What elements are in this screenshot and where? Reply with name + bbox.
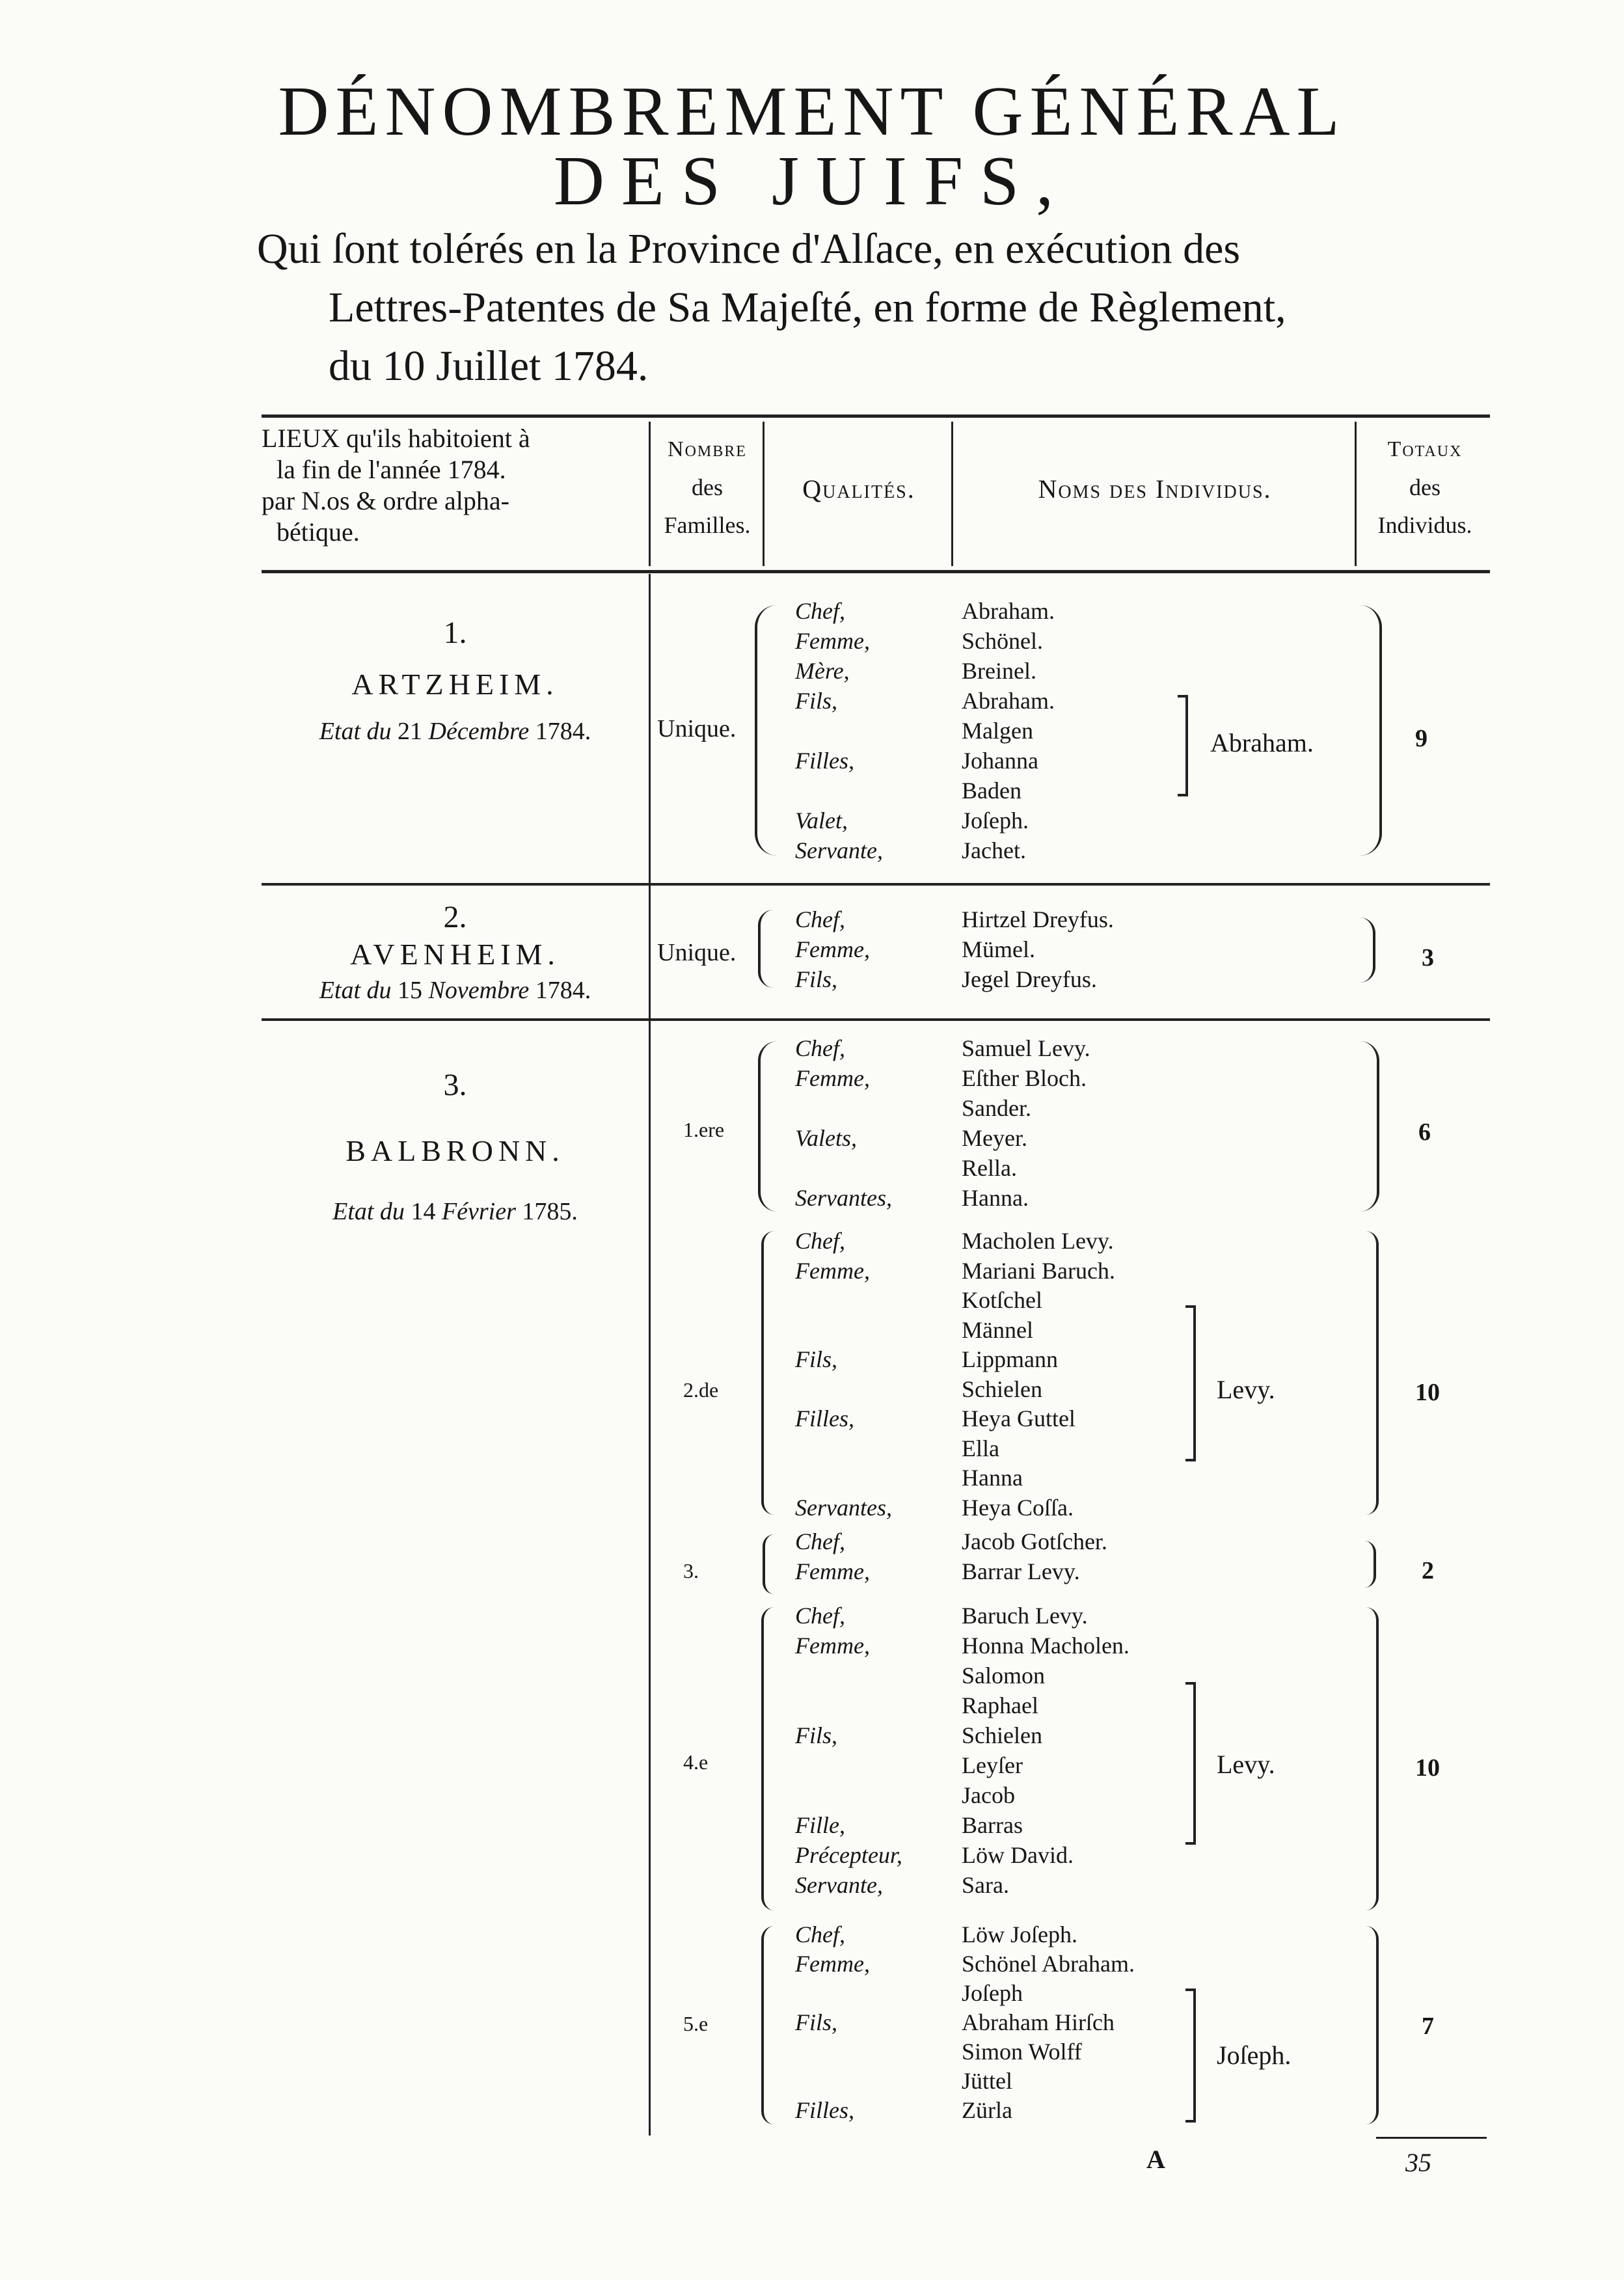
header-col-rule-1	[649, 422, 651, 566]
left-brace	[755, 605, 777, 856]
left-brace	[758, 1041, 778, 1212]
header-top-rule	[262, 414, 1490, 418]
place-number: 2.	[443, 900, 467, 934]
qualite-label: Servantes,	[795, 1185, 892, 1211]
header-col-rule-2	[763, 422, 765, 566]
individual-name: Abraham Hirſch	[962, 2009, 1115, 2035]
right-brace	[1360, 917, 1375, 983]
individual-name: Baruch Levy.	[962, 1603, 1088, 1629]
family-label: 2.de	[683, 1378, 719, 1402]
header-noms: Noms des Individus.	[1038, 474, 1272, 504]
individual-name: Jacob Gotſcher.	[962, 1528, 1107, 1554]
qualite-label: Femme,	[795, 1633, 870, 1659]
family-label: Unique.	[657, 939, 737, 966]
individual-name: Raphael	[962, 1692, 1038, 1718]
individual-name: Schönel.	[962, 628, 1043, 654]
header-qualites: Qualités.	[802, 474, 915, 504]
family-total: 3	[1422, 944, 1434, 971]
qualite-label: Valets,	[795, 1125, 857, 1151]
qualite-label: Servante,	[795, 1872, 883, 1898]
individual-name: Johanna	[962, 748, 1038, 774]
individual-name: Barras	[962, 1812, 1023, 1838]
qualite-label: Femme,	[795, 628, 870, 654]
individual-name: Sander.	[962, 1095, 1031, 1121]
individual-name: Barrar Levy.	[962, 1558, 1080, 1584]
family-label: Unique.	[657, 715, 737, 742]
family-total: 6	[1418, 1119, 1431, 1146]
individual-name: Männel	[962, 1317, 1033, 1343]
right-brace	[1363, 1231, 1379, 1515]
right-brace	[1363, 1541, 1376, 1588]
qualite-label: Fils,	[795, 2009, 838, 2035]
individual-name: Rella.	[962, 1155, 1017, 1181]
title-line-2: DES JUIFS,	[553, 142, 1071, 220]
individual-name: Honna Macholen.	[962, 1633, 1130, 1659]
individual-name: Joſeph	[962, 1980, 1023, 2006]
subtitle-line-3: du 10 Juillet 1784.	[329, 342, 649, 390]
qualite-label: Filles,	[795, 748, 854, 774]
individual-name: Macholen Levy.	[962, 1228, 1114, 1254]
qualite-label: Chef,	[795, 1035, 845, 1061]
section-rule-2	[262, 1018, 1490, 1021]
qualite-label: Chef,	[795, 1228, 845, 1254]
family-total: 10	[1415, 1379, 1440, 1406]
qualite-label: Chef,	[795, 598, 845, 624]
individual-name: Malgen	[962, 718, 1033, 744]
right-brace	[1363, 1607, 1379, 1910]
individual-name: Samuel Levy.	[962, 1035, 1090, 1061]
group-brace	[1185, 1682, 1196, 1845]
individual-name: Breinel.	[962, 658, 1036, 684]
page-number: 35	[1405, 2148, 1431, 2177]
qualite-label: Précepteur,	[795, 1842, 902, 1868]
family-group-name: Joſeph.	[1217, 2041, 1292, 2070]
qualite-label: Femme,	[795, 1065, 870, 1091]
individual-name: Mümel.	[962, 936, 1035, 962]
right-brace	[1360, 1041, 1379, 1212]
group-brace	[1185, 1305, 1196, 1461]
place-etat: Etat du 21 Décembre 1784.	[319, 718, 591, 745]
individual-name: Schönel Abraham.	[962, 1951, 1135, 1977]
place-number: 1.	[443, 616, 467, 650]
individual-name: Schielen	[962, 1722, 1042, 1748]
family-label: 4.e	[683, 1750, 709, 1774]
qualite-label: Mère,	[795, 658, 850, 684]
qualite-label: Femme,	[795, 1258, 870, 1284]
individual-name: Simon Wolff	[962, 2039, 1082, 2065]
individual-name: Kotſchel	[962, 1287, 1042, 1313]
qualite-label: Fils,	[795, 1722, 838, 1748]
family-label: 5.e	[683, 2012, 709, 2035]
qualite-label: Femme,	[795, 1558, 870, 1584]
family-group-name: Levy.	[1217, 1375, 1275, 1404]
family-total: 10	[1415, 1754, 1440, 1782]
individual-name: Schielen	[962, 1376, 1042, 1402]
right-brace	[1363, 1926, 1379, 2124]
left-brace	[763, 1534, 776, 1594]
qualite-label: Femme,	[795, 936, 870, 962]
individual-name: Zürla	[962, 2097, 1012, 2123]
qualite-label: Servantes,	[795, 1495, 892, 1521]
family-total: 2	[1422, 1557, 1434, 1584]
qualite-label: Fils,	[795, 1346, 838, 1372]
qualite-label: Chef,	[795, 1921, 845, 1948]
individual-name: Jüttel	[962, 2068, 1012, 2094]
individual-name: Jacob	[962, 1782, 1015, 1808]
left-brace	[758, 910, 774, 988]
individual-name: Lippmann	[962, 1346, 1058, 1372]
individual-name: Meyer.	[962, 1125, 1027, 1151]
group-brace	[1178, 695, 1188, 796]
place-name: AVENHEIM.	[350, 938, 560, 971]
individual-name: Heya Coſſa.	[962, 1495, 1074, 1521]
place-name: ARTZHEIM.	[351, 668, 559, 701]
header-bottom-rule	[262, 570, 1490, 573]
individual-name: Jachet.	[962, 837, 1026, 863]
individual-name: Sara.	[962, 1872, 1009, 1898]
right-brace	[1360, 605, 1382, 856]
individual-name: Löw Joſeph.	[962, 1921, 1077, 1948]
individual-name: Eſther Bloch.	[962, 1065, 1087, 1091]
place-etat: Etat du 14 Février 1785.	[332, 1198, 578, 1225]
section-rule-1	[262, 883, 1490, 886]
footer-rule	[1376, 2137, 1487, 2139]
individual-name: Baden	[962, 778, 1022, 804]
group-brace	[1185, 1988, 1196, 2123]
qualite-label: Servante,	[795, 837, 883, 863]
body-col-rule	[649, 574, 651, 2136]
left-brace	[761, 1607, 777, 1910]
qualite-label: Fils,	[795, 688, 838, 714]
individual-name: Jegel Dreyfus.	[962, 966, 1097, 992]
subtitle-line-2: Lettres-Patentes de Sa Majeſté, en forme de Règlement,	[329, 284, 1286, 331]
place-number: 3.	[443, 1068, 467, 1102]
place-etat: Etat du 15 Novembre 1784.	[319, 977, 591, 1004]
individual-name: Salomon	[962, 1663, 1046, 1689]
individual-name: Abraham.	[962, 688, 1055, 714]
individual-name: Abraham.	[962, 598, 1055, 624]
title-line-1: DÉNOMBREMENT GÉNÉRAL	[278, 73, 1346, 150]
individual-name: Ella	[962, 1435, 999, 1461]
family-group-name: Levy.	[1217, 1750, 1275, 1779]
qualite-label: Chef,	[795, 1528, 845, 1554]
individual-name: Heya Guttel	[962, 1405, 1076, 1432]
family-total: 7	[1422, 2013, 1434, 2040]
qualite-label: Fille,	[795, 1812, 845, 1838]
individual-name: Joſeph.	[962, 808, 1029, 834]
qualite-label: Filles,	[795, 2097, 854, 2123]
individual-name: Löw David.	[962, 1842, 1074, 1868]
family-label: 3.	[683, 1559, 699, 1582]
qualite-label: Valet,	[795, 808, 848, 834]
subtitle-line-1: Qui ſont tolérés en la Province d'Alſace, en exécution des	[257, 225, 1241, 273]
left-brace	[761, 1926, 777, 2124]
individual-name: Hanna.	[962, 1185, 1029, 1211]
qualite-label: Chef,	[795, 906, 845, 932]
place-name: BALBRONN.	[345, 1134, 565, 1167]
left-brace	[761, 1231, 777, 1515]
family-group-name: Abraham.	[1210, 728, 1314, 757]
qualite-label: Femme,	[795, 1951, 870, 1977]
individual-name: Leyſer	[962, 1752, 1023, 1778]
family-total: 9	[1415, 725, 1428, 752]
individual-name: Mariani Baruch.	[962, 1258, 1115, 1284]
header-col-rule-3	[951, 422, 953, 566]
signature-mark: A	[1146, 2145, 1165, 2174]
family-label: 1.ere	[683, 1118, 725, 1141]
individual-name: Hirtzel Dreyfus.	[962, 906, 1114, 932]
qualite-label: Fils,	[795, 966, 838, 992]
qualite-label: Chef,	[795, 1603, 845, 1629]
qualite-label: Filles,	[795, 1405, 854, 1432]
header-col-rule-4	[1355, 422, 1357, 566]
individual-name: Hanna	[962, 1465, 1023, 1491]
